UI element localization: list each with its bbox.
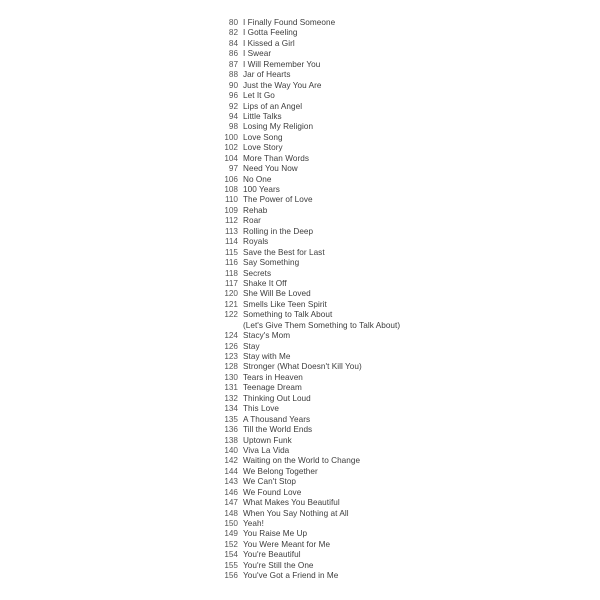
index-entry <box>215 49 595 59</box>
song-title: Love Story <box>243 143 283 153</box>
song-title: Stay with Me <box>243 352 291 361</box>
index-entry <box>215 91 595 101</box>
page-number: 154 <box>224 550 238 560</box>
song-title: We Can't Stop <box>243 477 297 487</box>
index-entry <box>215 300 595 310</box>
song-title: I Gotta Feeling <box>243 28 298 38</box>
page-number: 138 <box>224 435 238 445</box>
index-entry <box>215 519 595 529</box>
song-title: Jar of Hearts <box>243 70 291 80</box>
index-entry <box>215 227 595 237</box>
page-number: 108 <box>224 185 238 194</box>
index-entry <box>215 404 595 414</box>
song-title: Waiting on the World to Change <box>243 456 361 466</box>
page-number: 120 <box>224 289 238 299</box>
page-number: 123 <box>224 352 238 361</box>
page-number: 94 <box>228 111 238 121</box>
index-entry <box>215 540 595 550</box>
page-number: 152 <box>224 539 238 549</box>
page-number: 88 <box>228 70 238 80</box>
song-title: I Will Remember You <box>243 59 321 69</box>
index-entry <box>215 70 595 80</box>
page-number: 80 <box>228 18 238 27</box>
index-entry <box>215 331 595 341</box>
index-entry <box>215 342 595 352</box>
page-number: 150 <box>224 519 238 528</box>
song-title: Shake It Off <box>243 278 287 288</box>
song-index-list <box>215 18 595 582</box>
song-title: Losing My Religion <box>243 122 314 132</box>
index-entry <box>215 509 595 519</box>
song-title: Secrets <box>243 268 272 278</box>
song-title: You Raise Me Up <box>243 529 308 539</box>
page-number: 115 <box>224 247 238 257</box>
song-title: Rehab <box>243 205 268 215</box>
index-entry <box>215 425 595 435</box>
song-title: More Than Words <box>243 153 309 163</box>
song-title: I Swear <box>243 49 272 59</box>
song-title: 100 Years <box>243 185 280 194</box>
index-entry <box>215 206 595 216</box>
page-number: 146 <box>224 487 238 497</box>
page-number: 86 <box>228 49 238 59</box>
song-title: You're Beautiful <box>243 550 301 560</box>
index-entry <box>215 112 595 122</box>
index-entry <box>215 310 595 320</box>
index-entry <box>215 362 595 372</box>
page-number: 118 <box>224 268 238 278</box>
song-title: Stacy's Mom <box>243 331 291 341</box>
index-entry <box>215 561 595 571</box>
song-title: Say Something <box>243 258 300 268</box>
page-number: 155 <box>224 560 238 570</box>
index-entry <box>215 289 595 299</box>
page-number: 131 <box>224 383 238 393</box>
index-entry <box>215 529 595 539</box>
page-number: 104 <box>224 153 238 163</box>
page-number: 114 <box>224 237 238 247</box>
page-number: 100 <box>224 132 238 142</box>
index-entry <box>215 415 595 425</box>
index-entry <box>215 456 595 466</box>
song-title: Lips of an Angel <box>243 101 303 111</box>
page-number: 116 <box>224 258 238 268</box>
page-number: 128 <box>224 362 238 372</box>
page-number: 140 <box>224 445 238 455</box>
song-title: Save the Best for Last <box>243 247 325 257</box>
page-number: 130 <box>224 372 238 382</box>
index-entry <box>215 133 595 143</box>
index-entry <box>215 488 595 498</box>
song-title: Viva La Vida <box>243 445 290 455</box>
page-number: 97 <box>228 164 238 174</box>
index-entry <box>215 498 595 508</box>
page-number: 147 <box>224 498 238 508</box>
song-title: Tears in Heaven <box>243 372 303 382</box>
song-title: She Will Be Loved <box>243 289 311 299</box>
song-title: I Finally Found Someone <box>243 18 336 27</box>
song-title: When You Say Nothing at All <box>243 508 349 518</box>
song-title: A Thousand Years <box>243 414 311 424</box>
page-number: 82 <box>228 28 238 38</box>
song-title: Roar <box>243 216 261 226</box>
page-number: 109 <box>224 205 238 215</box>
song-title: What Makes You Beautiful <box>243 498 340 508</box>
page-number: 122 <box>224 310 238 320</box>
index-entry <box>215 175 595 185</box>
index-entry <box>215 195 595 205</box>
song-title: You Were Meant for Me <box>243 539 331 549</box>
index-entry <box>215 571 595 581</box>
song-title: Little Talks <box>243 111 282 121</box>
page-number: 106 <box>224 174 238 184</box>
song-title: This Love <box>243 404 279 414</box>
index-entry <box>215 321 595 331</box>
page-number: 148 <box>224 508 238 518</box>
page-number: 149 <box>224 529 238 539</box>
page-number: 96 <box>228 91 238 101</box>
index-entry <box>215 143 595 153</box>
song-title: Just the Way You Are <box>243 80 322 90</box>
page-number: 142 <box>224 456 238 466</box>
index-entry <box>215 60 595 70</box>
song-title: Stronger (What Doesn't Kill You) <box>243 362 362 372</box>
index-entry <box>215 550 595 560</box>
index-entry <box>215 269 595 279</box>
index-entry <box>215 39 595 49</box>
page-number: 121 <box>224 299 238 309</box>
song-title: Smells Like Teen Spirit <box>243 299 327 309</box>
index-entry <box>215 352 595 362</box>
song-title: Royals <box>243 237 269 247</box>
page-number: 136 <box>224 425 238 435</box>
song-title: Teenage Dream <box>243 383 302 393</box>
index-entry <box>215 164 595 174</box>
song-title: Something to Talk About <box>243 310 333 320</box>
index-entry <box>215 373 595 383</box>
page-number: 113 <box>224 226 238 236</box>
index-entry <box>215 279 595 289</box>
page-number: 134 <box>224 404 238 414</box>
page-number: 110 <box>224 195 238 205</box>
song-title: Need You Now <box>243 164 298 174</box>
index-entry <box>215 122 595 132</box>
song-title: Till the World Ends <box>243 425 313 435</box>
page-number <box>215 321 243 331</box>
index-entry <box>215 383 595 393</box>
index-entry <box>215 28 595 38</box>
song-title: Rolling in the Deep <box>243 226 314 236</box>
song-title: (Let's Give Them Something to Talk About) <box>243 320 401 330</box>
page-number: 135 <box>224 414 238 424</box>
song-title: Stay <box>243 341 260 351</box>
index-entry <box>215 216 595 226</box>
index-entry <box>215 154 595 164</box>
page-number: 117 <box>224 278 238 288</box>
page-number: 98 <box>228 122 238 132</box>
song-title: Let It Go <box>243 91 275 101</box>
song-title: I Kissed a Girl <box>243 38 295 48</box>
song-title: Uptown Funk <box>243 435 292 445</box>
page-number: 112 <box>224 216 238 226</box>
index-entry <box>215 467 595 477</box>
page-number: 92 <box>228 101 238 111</box>
song-title: We Belong Together <box>243 466 318 476</box>
song-title: Yeah! <box>243 519 264 528</box>
page-number: 90 <box>228 80 238 90</box>
page-number: 124 <box>224 331 238 341</box>
page-number: 132 <box>224 393 238 403</box>
song-title: Thinking Out Loud <box>243 393 311 403</box>
page-number: 102 <box>224 143 238 153</box>
song-title: We Found Love <box>243 487 302 497</box>
page-number: 126 <box>224 341 238 351</box>
page-number: 87 <box>228 59 238 69</box>
page-number: 84 <box>228 38 238 48</box>
page-number: 144 <box>224 466 238 476</box>
page-number: 156 <box>224 571 238 581</box>
song-title: The Power of Love <box>243 195 313 205</box>
index-entry <box>215 18 595 28</box>
index-entry <box>215 394 595 404</box>
page-number: 143 <box>224 477 238 487</box>
index-entry <box>215 185 595 195</box>
index-entry <box>215 81 595 91</box>
index-entry <box>215 446 595 456</box>
index-entry <box>215 477 595 487</box>
song-title: Love Song <box>243 132 283 142</box>
song-title: You're Still the One <box>243 560 314 570</box>
index-entry <box>215 102 595 112</box>
song-title: You've Got a Friend in Me <box>243 571 339 581</box>
song-title: No One <box>243 174 272 184</box>
index-entry <box>215 237 595 247</box>
index-entry <box>215 436 595 446</box>
index-entry <box>215 248 595 258</box>
index-entry <box>215 258 595 268</box>
